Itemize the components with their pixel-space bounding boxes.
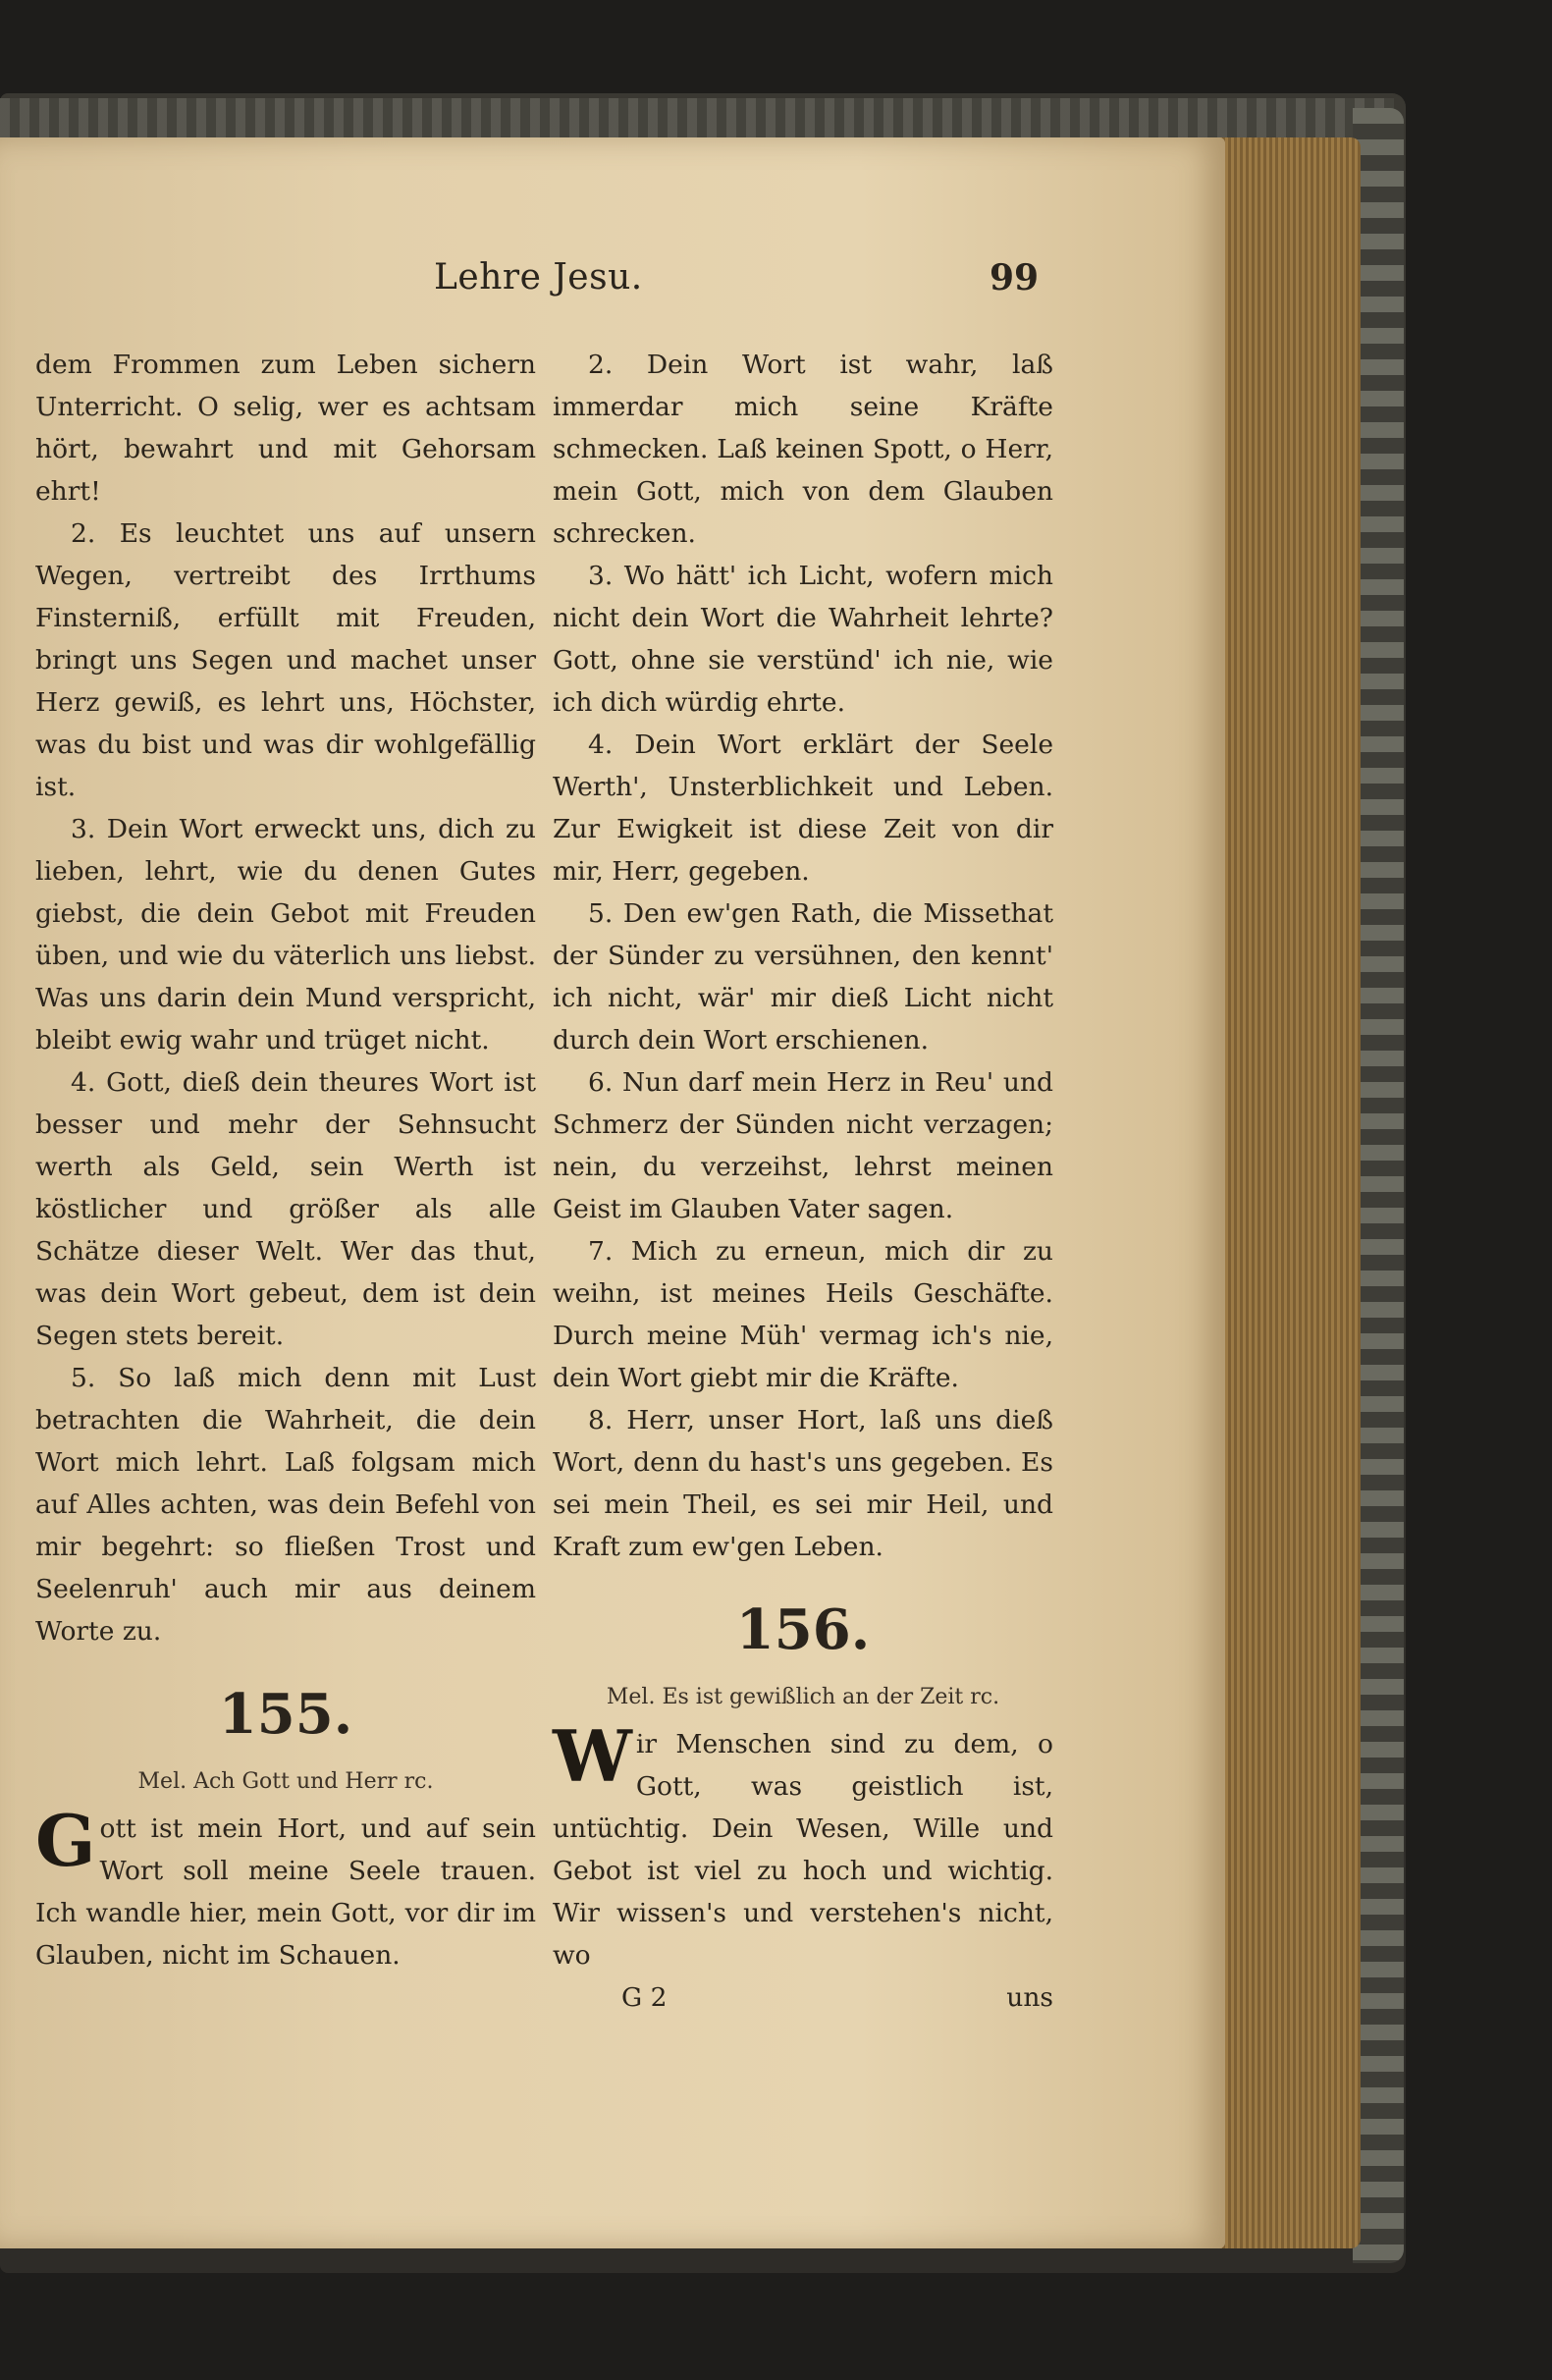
stanza-8: 8. Herr, unser Hort, laß uns dieß Wort, denn du hast's uns gegeben. Es sei mein Theil, es sei mir Heil, und Kraft zum ew'gen Leben.: [553, 1405, 1053, 1562]
left-column: [35, 344, 536, 1976]
stanza-3: 3. Wo hätt' ich Licht, wofern mich nicht dein Wort die Wahrheit lehrte? Gott, ohne sie verstünd' ich nie, wie ich dich würdig ehrte.: [553, 561, 1053, 718]
hymn-melody: Mel. Ach Gott und Herr rc.: [137, 1769, 434, 1794]
hymn-number-156: 156.: [735, 1597, 871, 1662]
stanza-4: 4. Dein Wort erklärt der Seele Werth', Unsterblichkeit und Leben. Zur Ewigkeit ist diese Zeit von dir mir, Herr, gegeben.: [553, 730, 1053, 887]
hymn-melody: Mel. Es ist gewißlich an der Zeit rc.: [606, 1685, 1000, 1709]
stanza-3: 3. Dein Wort erweckt uns, dich zu lieben, lehrt, wie du denen Gutes giebst, die dein Gebot mit Freuden üben, und wie du väterlich uns liebst. Was uns darin dein Mund verspricht, bleibt ewig wahr und trüget nicht.: [35, 814, 536, 1055]
dropcap: G: [35, 1799, 96, 1882]
hymn-155-text: ott ist mein Hort, und auf sein Wort soll meine Seele trauen. Ich wandle hier, mein Gott, vor dir im Glauben, nicht im Schauen.: [35, 1813, 536, 1971]
page-number: 99: [990, 257, 1040, 298]
stanza-2: 2. Dein Wort ist wahr, laß immerdar mich seine Kräfte schmecken. Laß keinen Spott, o Herr, mein Gott, mich von dem Glauben schrecken.: [553, 350, 1053, 549]
right-column: [553, 344, 1053, 2019]
paragraph-continuation: dem Frommen zum Leben sichern Unterricht. O selig, wer es achtsam hört, bewahrt und mit Gehorsam ehrt!: [35, 350, 536, 507]
stanza-2: 2. Es leuchtet uns auf unsern Wegen, vertreibt des Irrthums Finsterniß, erfüllt mit Freuden, bringt uns Segen und machet unser Herz gewiß, es lehrt uns, Höchster, was du bist und was dir wohlgefällig ist.: [35, 518, 536, 802]
stanza-4: 4. Gott, dieß dein theures Wort ist besser und mehr der Sehnsucht werth als Geld, sein Werth ist köstlicher und größer als alle Schätze dieser Welt. Wer das thut, was dein Wort gebeut, dem ist dein Segen stets bereit.: [35, 1067, 536, 1351]
signature-mark: G 2: [621, 1982, 668, 2013]
hymn-156-stanza-1: [553, 1714, 1053, 1976]
dropcap: W: [553, 1714, 632, 1798]
stanza-5: 5. Den ew'gen Rath, die Missethat der Sünder zu versühnen, den kennt' ich nicht, wär' mir dieß Licht nicht durch dein Wort erschienen.: [553, 898, 1053, 1055]
hymn-156-text: ir Menschen sind zu dem, o Gott, was geistlich ist, untüchtig. Dein Wesen, Wille und Gebot ist viel zu hoch und wichtig. Wir wissen's und verstehen's nicht, wo: [553, 1729, 1053, 1971]
hymn-number-155: 155.: [218, 1682, 353, 1747]
running-title: Lehre Jesu.: [434, 257, 643, 298]
stanza-5: 5. So laß mich denn mit Lust betrachten die Wahrheit, die dein Wort mich lehrt. Laß folgsam mich auf Alles achten, was dein Befehl von mir begehrt: so fließen Trost und Seelenruh' auch mir aus deinem Worte zu.: [35, 1363, 536, 1647]
hymn-155-stanza-1: [35, 1799, 536, 1976]
stanza-6: 6. Nun darf mein Herz in Reu' und Schmerz der Sünden nicht verzagen; nein, du verzeihst, lehrst meinen Geist im Glauben Vater sagen.: [553, 1067, 1053, 1224]
stanza-7: 7. Mich zu erneun, mich dir zu weihn, ist meines Heils Geschäfte. Durch meine Müh' vermag ich's nie, dein Wort giebt mir die Kräfte.: [553, 1236, 1053, 1393]
running-head: [0, 257, 1225, 306]
catchword: uns: [1006, 1982, 1053, 2013]
page-footer: [553, 1976, 1053, 2019]
